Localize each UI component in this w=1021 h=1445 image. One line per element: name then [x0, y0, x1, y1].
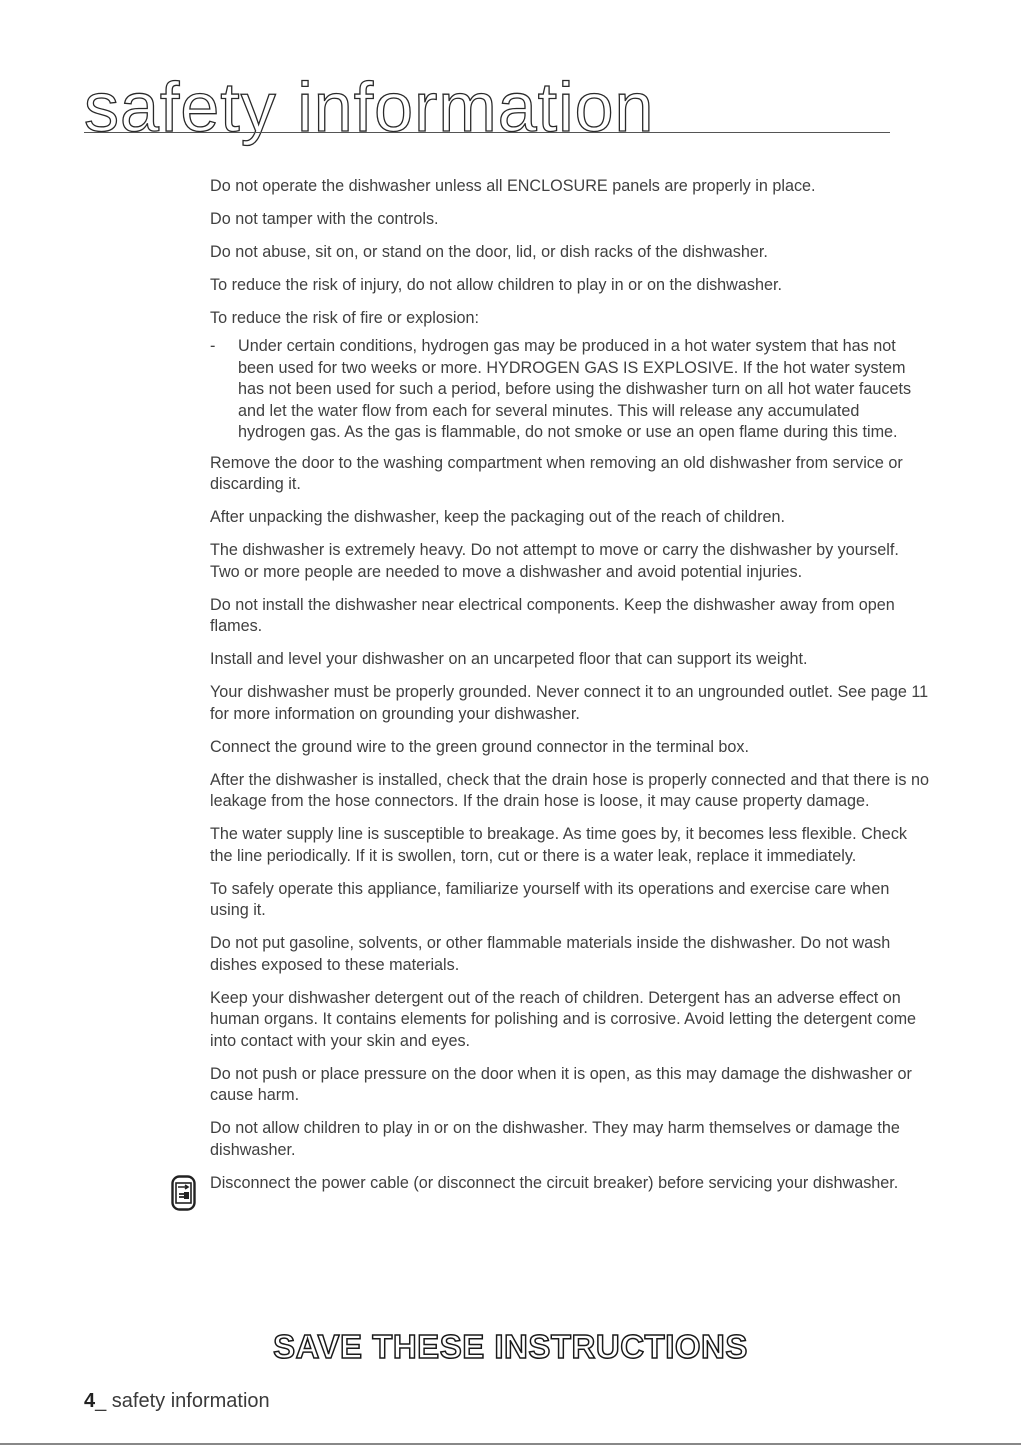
instruction-paragraph: After the dishwasher is installed, check that the drain hose is properly connected and that there is no leakage from the hose connectors. If the drain hose is loose, it may cause property damage.: [210, 770, 929, 810]
instruction-paragraph: Do not tamper with the controls.: [210, 210, 439, 228]
bullet-dash: -: [210, 337, 216, 355]
save-instructions-heading: SAVE THESE INSTRUCTIONS: [273, 1328, 748, 1365]
instruction-paragraph: Disconnect the power cable (or disconnect the circuit breaker) before servicing your dishwasher.: [210, 1173, 899, 1192]
instruction-paragraph: Keep your dishwasher detergent out of the reach of children. Detergent has an adverse effect on human organs. It contains elements for polishing and is corrosive. Avoid letting the detergent come into contact with your skin and eyes.: [210, 988, 917, 1050]
instruction-paragraph: Install and level your dishwasher on an uncarpeted floor that can support its weight.: [210, 650, 808, 668]
unplug-icon: [171, 1175, 196, 1211]
instruction-paragraph: To safely operate this appliance, familiarize yourself with its operations and exercise care when using it.: [210, 879, 890, 919]
unplug-note: [210, 1173, 930, 1195]
page-title: safety information: [84, 68, 655, 146]
bullet-text: Under certain conditions, hydrogen gas may be produced in a hot water system that has not been used for two weeks or more. HYDROGEN GAS IS EXPLOSIVE. If the hot water system has not been used for such a period, before using the dishwasher turn on all hot water faucets and let the water flow from each for several minutes. This will release any accumulated hydrogen gas. As the gas is flammable, do not smoke or use an open flame during this time.: [238, 337, 912, 441]
instruction-paragraph: Do not abuse, sit on, or stand on the door, lid, or dish racks of the dishwasher.: [210, 243, 768, 261]
page-footer: [84, 1390, 270, 1413]
safety-instructions-body: [210, 176, 930, 1206]
instruction-paragraph: Connect the ground wire to the green ground connector in the terminal box.: [210, 737, 750, 756]
instruction-paragraph: Remove the door to the washing compartment when removing an old dishwasher from service or discarding it.: [210, 453, 903, 493]
instruction-paragraph: To reduce the risk of injury, do not allow children to play in or on the dishwasher.: [210, 276, 782, 294]
instruction-paragraph: Do not push or place pressure on the door when it is open, as this may damage the dishwasher or cause harm.: [210, 1064, 912, 1104]
instruction-paragraph: After unpacking the dishwasher, keep the packaging out of the reach of children.: [210, 508, 786, 526]
page-number: 4: [84, 1390, 96, 1412]
instruction-paragraph: Do not install the dishwasher near electrical components. Keep the dishwasher away from open flames.: [210, 595, 895, 635]
instruction-paragraph: Do not allow children to play in or on the dishwasher. They may harm themselves or damage the dishwasher.: [210, 1119, 900, 1159]
instruction-paragraph: Do not put gasoline, solvents, or other flammable materials inside the dishwasher. Do not wash dishes exposed to these materials.: [210, 934, 891, 974]
instruction-paragraph: Do not operate the dishwasher unless all ENCLOSURE panels are properly in place.: [210, 177, 816, 195]
title-rule: [84, 132, 890, 133]
instruction-paragraph: Your dishwasher must be properly grounded. Never connect it to an ungrounded outlet. See page 11 for more information on grounding your dishwasher.: [210, 683, 929, 723]
instruction-paragraph: To reduce the risk of fire or explosion:: [210, 309, 480, 327]
instruction-paragraph: The water supply line is susceptible to breakage. As time goes by, it becomes less flexible. Check the line periodically. If it is swollen, torn, cut or there is a water leak, replace it immediately.: [210, 825, 908, 865]
footer-section-label: _ safety information: [95, 1390, 270, 1412]
bullet-item: [210, 336, 930, 444]
instruction-paragraph: The dishwasher is extremely heavy. Do not attempt to move or carry the dishwasher by yourself. Two or more people are needed to move a dishwasher and avoid potential injuries.: [210, 541, 899, 581]
